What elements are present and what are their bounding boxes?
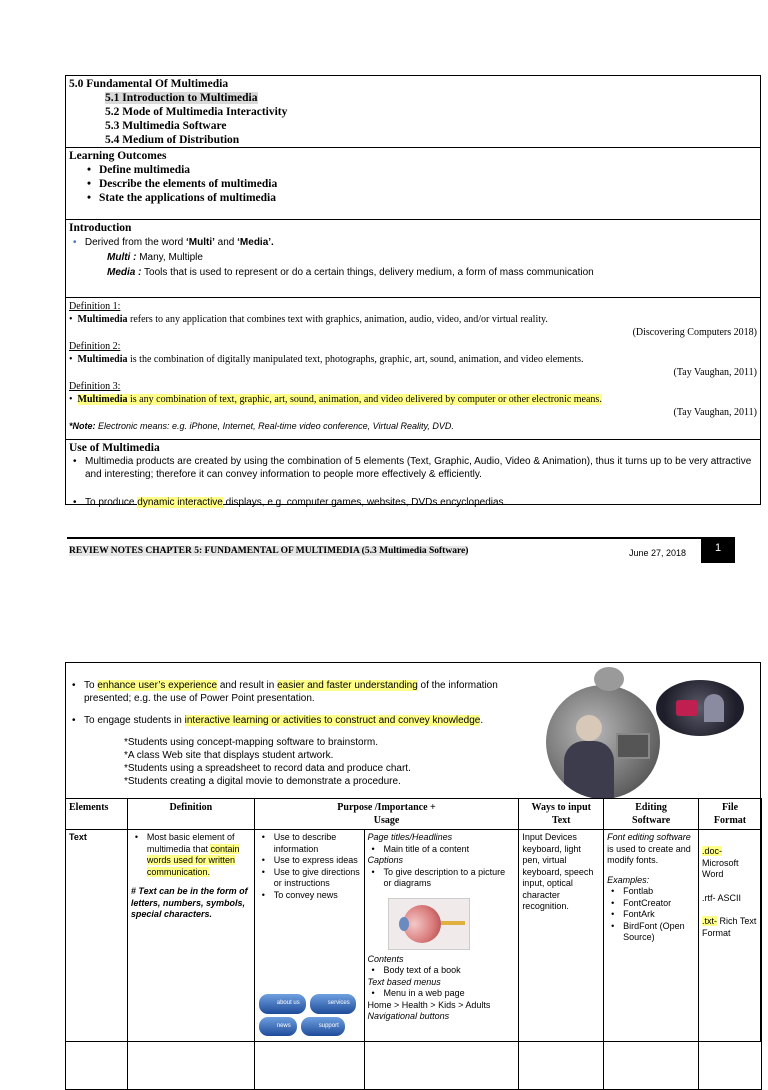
introduction-heading: Introduction — [69, 222, 132, 234]
header-editing: Editing Software — [604, 799, 699, 830]
editing-software-item: • FontArk — [607, 909, 695, 921]
menu-path: Home > Health > Kids > Adults — [367, 999, 491, 1010]
input-devices: Input Devices keyboard, light pen, virtual keyboard, speech input, optical character recognition. — [519, 830, 604, 1090]
example-item: *Students creating a digital movie to demonstrate a procedure. — [124, 776, 401, 787]
page2-box — [65, 662, 761, 1042]
use-item: • Multimedia products are created by using the combination of 5 elements (Text, Graphic, Audio, Video & Animation), thus it turns up to be very attractive and interesting; therefore it can convey information to people more effectively & efficiently. — [69, 455, 757, 481]
definition-1-label: Definition 1: — [69, 301, 121, 312]
classroom-photo-top — [594, 667, 624, 691]
use-heading: Use of Multimedia — [69, 442, 160, 454]
chapter-item-3: 5.3 Multimedia Software — [105, 120, 227, 132]
editing-software-item: • Fontlab — [607, 886, 695, 898]
outcomes-heading: Learning Outcomes — [69, 150, 167, 162]
header-format: File Format — [699, 799, 762, 830]
usage-item: • To give description to a picture or diagrams — [368, 867, 516, 890]
use-item-enhance: • To enhance user’s experience and result in easier and faster understanding of the information presented; e.g. the use of Power Point presentation. — [68, 679, 538, 705]
about-us-button-image: about us — [259, 994, 306, 1014]
outcome-item: • Describe the elements of multimedia — [83, 177, 757, 191]
editing-software-item: • BirdFont (Open Source) — [607, 921, 695, 944]
use-item-engage: • To engage students in interactive learning or activities to construct and convey knowledge. — [68, 714, 538, 727]
definition-3-label: Definition 3: — [69, 381, 121, 392]
page-number: 1 — [701, 537, 735, 563]
example-item: *Students using a spreadsheet to record data and produce chart. — [124, 763, 411, 774]
introduction-section: Introduction • Derived from the word ‘Multi’ and ‘Media’. Multi : Many, Multiple Media : Tools that is used to represent or do a certain things, delivery medium, a form of mass communication — [66, 220, 760, 298]
chapter-item-1: 5.1 Introduction to Multimedia — [105, 92, 258, 104]
outcome-item: • State the applications of multimedia — [83, 191, 757, 205]
services-button-image: services — [310, 994, 356, 1014]
header-elements: Elements — [66, 799, 128, 830]
purpose-item: • Use to give directions or instructions — [258, 867, 361, 890]
definition-2-source: (Tay Vaughan, 2011) — [673, 367, 757, 378]
nav-buttons-image — [259, 994, 359, 1036]
outcome-item: • Define multimedia — [83, 163, 757, 177]
purpose-item: • To convey news — [258, 890, 361, 902]
chapter-item-4: 5.4 Medium of Distribution — [105, 134, 240, 146]
editing-software-item: • FontCreator — [607, 898, 695, 910]
chapter-outline-box — [65, 75, 761, 508]
news-button-image: news — [259, 1017, 297, 1037]
chapter-section — [66, 76, 760, 148]
element-text: Text — [66, 830, 128, 1090]
header-definition: Definition — [127, 799, 254, 830]
header-input: Ways to input Text — [519, 799, 604, 830]
definition-1-source: (Discovering Computers 2018) — [632, 327, 757, 338]
chapter-item-2: 5.2 Mode of Multimedia Interactivity — [105, 106, 288, 118]
usage-item: • Menu in a web page — [368, 988, 516, 1000]
use-of-multimedia-section — [66, 440, 760, 510]
example-item: *Students using concept-mapping software to brainstorm. — [124, 737, 379, 748]
footer-rule — [67, 537, 701, 539]
purpose-item: • Use to describe information — [258, 832, 361, 855]
definition-3-source: (Tay Vaughan, 2011) — [673, 407, 757, 418]
usage-item: • Main title of a content — [368, 844, 516, 856]
format-rtf: .rtf- ASCII — [702, 892, 742, 903]
classroom-photo-small — [656, 680, 744, 736]
definition-note: # Text can be in the form of letters, numbers, symbols, special characters. — [130, 886, 248, 919]
classroom-photo-large — [546, 685, 660, 799]
header-purpose: Purpose /Importance + Usage — [254, 799, 519, 830]
example-item: *A class Web site that displays student artwork. — [124, 750, 334, 761]
use-item: • To produce dynamic interactive displays, e.g. computer games, websites, DVDs encyclopedias. — [69, 496, 757, 509]
elements-table: Elements Definition Purpose /Importance + Usage Ways to input Text Editing Software File Format Text • Most basic element of multimedia that contain words used for written communication. # Text can be in the form of letters, numbers, symbols, special characters. • Use to describe information • Use to express ideas • Use to give directions or instructions • To convey news about us services news support Page titles/Headlines • Main title of a content Captions • To give description to a picture or diagrams Contents • Body text of a book Text based menus • Menu in a web page Home > Health > Kids > Adults Navigational buttons Input Devices keyboard, light pen, virtual keyboard, speech input, optical character recognition. Font editing software is used to create and modify fonts. Examples: • Fontlab • FontCreator • FontArk • BirdFont (Open Source) .doc- Microsoft Word .rtf- ASCII .txt- Rich Text Format — [65, 798, 762, 1090]
footer-date: June 27, 2018 — [629, 548, 687, 558]
definition-text: • Most basic element of multimedia that contain words used for written communication. — [131, 832, 251, 878]
definitions-section: Definition 1: • Multimedia refers to any application that combines text with graphics, animation, audio, video, and/or virtual reality. (Discovering Computers 2018) Definition 2: • Multimedia is the combination of digitally manipulated text, photographs, graphic, art, sound, animation, and video elements. (Tay Vaughan, 2011) Definition 3: • Multimedia is any combination of text, graphic, art, sound, animation, and video delivered by computer or other electronic means. (Tay Vaughan, 2011) *Note: Electronic means: e.g. iPhone, Internet, Real-time video conference, Virtual Reality, DVD. — [66, 298, 760, 440]
usage-item: • Body text of a book — [368, 965, 516, 977]
definition-2-label: Definition 2: — [69, 341, 121, 352]
learning-outcomes-section — [66, 148, 760, 220]
support-button-image: support — [301, 1017, 345, 1037]
chapter-title: 5.0 Fundamental Of Multimedia — [69, 78, 229, 90]
eye-diagram-image — [388, 898, 470, 950]
purpose-item: • Use to express ideas — [258, 855, 361, 867]
footer-title: REVIEW NOTES CHAPTER 5: FUNDAMENTAL OF MULTIMEDIA (5.3 Multimedia Software) — [69, 546, 469, 556]
bullet-icon: • — [73, 237, 77, 248]
